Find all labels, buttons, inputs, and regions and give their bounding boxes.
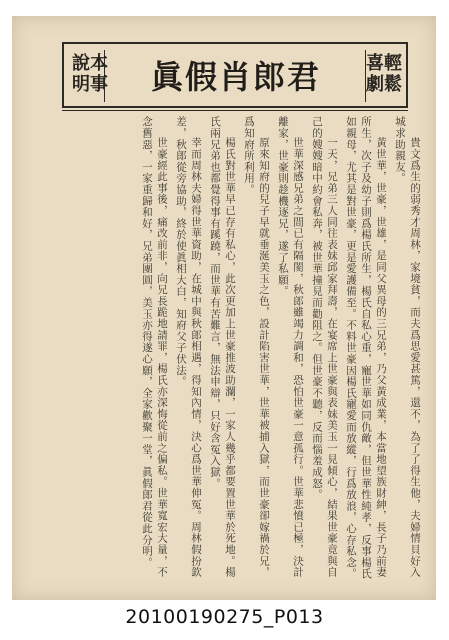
synopsis-body (30, 116, 422, 586)
section-tag: 本事說明 (69, 53, 108, 95)
category-tag: 輕鬆喜劇 (363, 53, 402, 95)
archive-id-caption: 20100190275_P013 (125, 606, 324, 628)
synopsis-paragraph: 幸而周林夫婦得世華資助，在城中與秋郎相遇，得知內情，決心爲世華伸冤。周林假扮欽差，秋郎從旁協助，終於使眞相大白，知府父子伏法。 (175, 116, 202, 578)
synopsis-paragraph: 世華深感兄弟之間已有隔閡，秋郎雖竭力調和，恐怕世豪一意孤行。世華悲憤已極，決計離家，世豪則趁機逐兄，遂了私願。 (277, 116, 304, 578)
main-title: 眞假肖郎君 (150, 58, 321, 96)
title-divider-right (365, 50, 366, 102)
title-frame (62, 42, 408, 108)
synopsis-paragraph: 一天，兄弟三人同往表妹邱家拜壽，在宴席上世豪與表妹美玉一見傾心，結果世豪竟與自己的嫂嫂暗中約會私奔，被世華撞見而勸阻之。但世豪不聽，反而惱羞成怒。 (311, 116, 338, 578)
poster-sheet (12, 16, 436, 600)
title-underline (62, 110, 408, 111)
synopsis-paragraph: 貴文爲生的弱秀才周林，家境貧，而夫爲思愛甚篤，還不，為了了得生他，夫婦情貝好入城求助親友。 (394, 116, 421, 578)
synopsis-paragraph: 黃世華，世豪，世雄，是同父異母的三兄弟，乃父黃成業，本當地望族財紳，長子乃前妻所生，次子及幼子則爲楊氏所生，楊氏自私心重，寵世華如同仇敵，但世華性純孝，反事楊氏如親母，尤其是對世豪，更是愛護備至。不料世豪因楊氏寵愛而放縱，行爲放浪，心存私念。 (345, 116, 387, 580)
synopsis-paragraph: 楊氏對世華早已存有私心，此次更加上世豪推波助瀾，一家人幾乎都要置世華於死地。楊氏兩兄弟也都覺得事有蹊蹺，而世華有苦難言，無法申辯，只好含冤入獄。 (209, 116, 236, 578)
synopsis-paragraph: 世豪經此事後，痛改前非，向兄長跪地請罪，楊氏亦深悔從前之偏私。世華寬宏大量，不念舊惡，一家重歸和好，兄弟團圓，美玉亦得遂心願，全家歡聚一堂，眞假郎君從此分明。 (141, 116, 168, 578)
synopsis-paragraph: 原來知府的兒子早就垂涎美玉之色，設計陷害世華，世華被捕入獄，而世豪卻嫁禍於兄，爲知府所利用。 (243, 116, 270, 578)
